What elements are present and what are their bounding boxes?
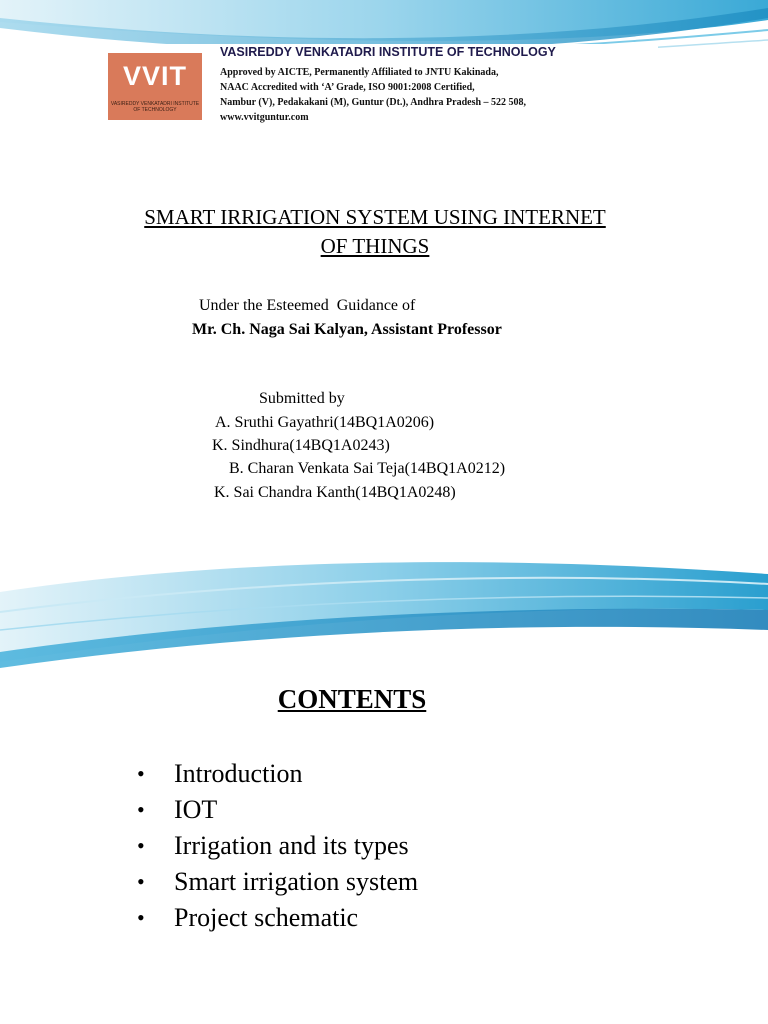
list-item xyxy=(137,828,418,864)
institute-line: Approved by AICTE, Permanently Affiliated to JNTU Kakinada, xyxy=(220,67,499,78)
guide-name: Mr. Ch. Naga Sai Kalyan, Assistant Professor xyxy=(192,321,502,338)
list-item xyxy=(137,900,418,936)
logo-text: VVIT xyxy=(122,61,187,91)
institute-line: NAAC Accredited with ‘A’ Grade, ISO 9001:2008 Certified, xyxy=(220,82,475,93)
guidance-label: Under the Esteemed Guidance of xyxy=(199,297,416,314)
title-line: SMART IRRIGATION SYSTEM USING INTERNET xyxy=(144,205,606,229)
institute-line: www.vvitguntur.com xyxy=(220,112,309,123)
institute-line: Nambur (V), Pedakakani (M), Guntur (Dt.), Andhra Pradesh – 522 508, xyxy=(220,97,527,108)
submitted-label: Submitted by xyxy=(259,390,345,407)
list-item xyxy=(137,756,418,792)
contents-heading: CONTENTS xyxy=(277,684,427,714)
contents-slide xyxy=(0,512,768,1024)
bullet-icon: • xyxy=(137,833,145,858)
wave-decoration xyxy=(0,512,768,672)
bullet-icon: • xyxy=(137,761,145,786)
bullet-icon: • xyxy=(137,797,145,822)
student-name: K. Sai Chandra Kanth(14BQ1A0248) xyxy=(214,484,456,501)
bullet-icon: • xyxy=(137,869,145,894)
title-line: OF THINGS xyxy=(320,234,430,258)
list-item-label: Irrigation and its types xyxy=(174,831,409,860)
logo-subtext: VASIREDDY VENKATADRI INSTITUTE OF TECHNOLOGY xyxy=(110,101,200,113)
list-item-label: Introduction xyxy=(174,759,303,788)
contents-list xyxy=(137,756,418,936)
list-item xyxy=(137,864,418,900)
presentation-title xyxy=(70,203,680,261)
institute-header xyxy=(108,44,658,122)
list-item-label: IOT xyxy=(174,795,218,824)
institute-name: VASIREDDY VENKATADRI INSTITUTE OF TECHNOLOGY xyxy=(220,45,556,59)
institute-details xyxy=(220,65,526,125)
student-name: K. Sindhura(14BQ1A0243) xyxy=(212,437,390,454)
list-item-label: Project schematic xyxy=(174,903,359,932)
vvit-logo xyxy=(108,53,202,120)
list-item-label: Smart irrigation system xyxy=(174,867,419,896)
list-item xyxy=(137,792,418,828)
student-name: B. Charan Venkata Sai Teja(14BQ1A0212) xyxy=(229,460,506,477)
student-name: A. Sruthi Gayathri(14BQ1A0206) xyxy=(215,414,435,431)
bullet-icon: • xyxy=(137,905,145,930)
